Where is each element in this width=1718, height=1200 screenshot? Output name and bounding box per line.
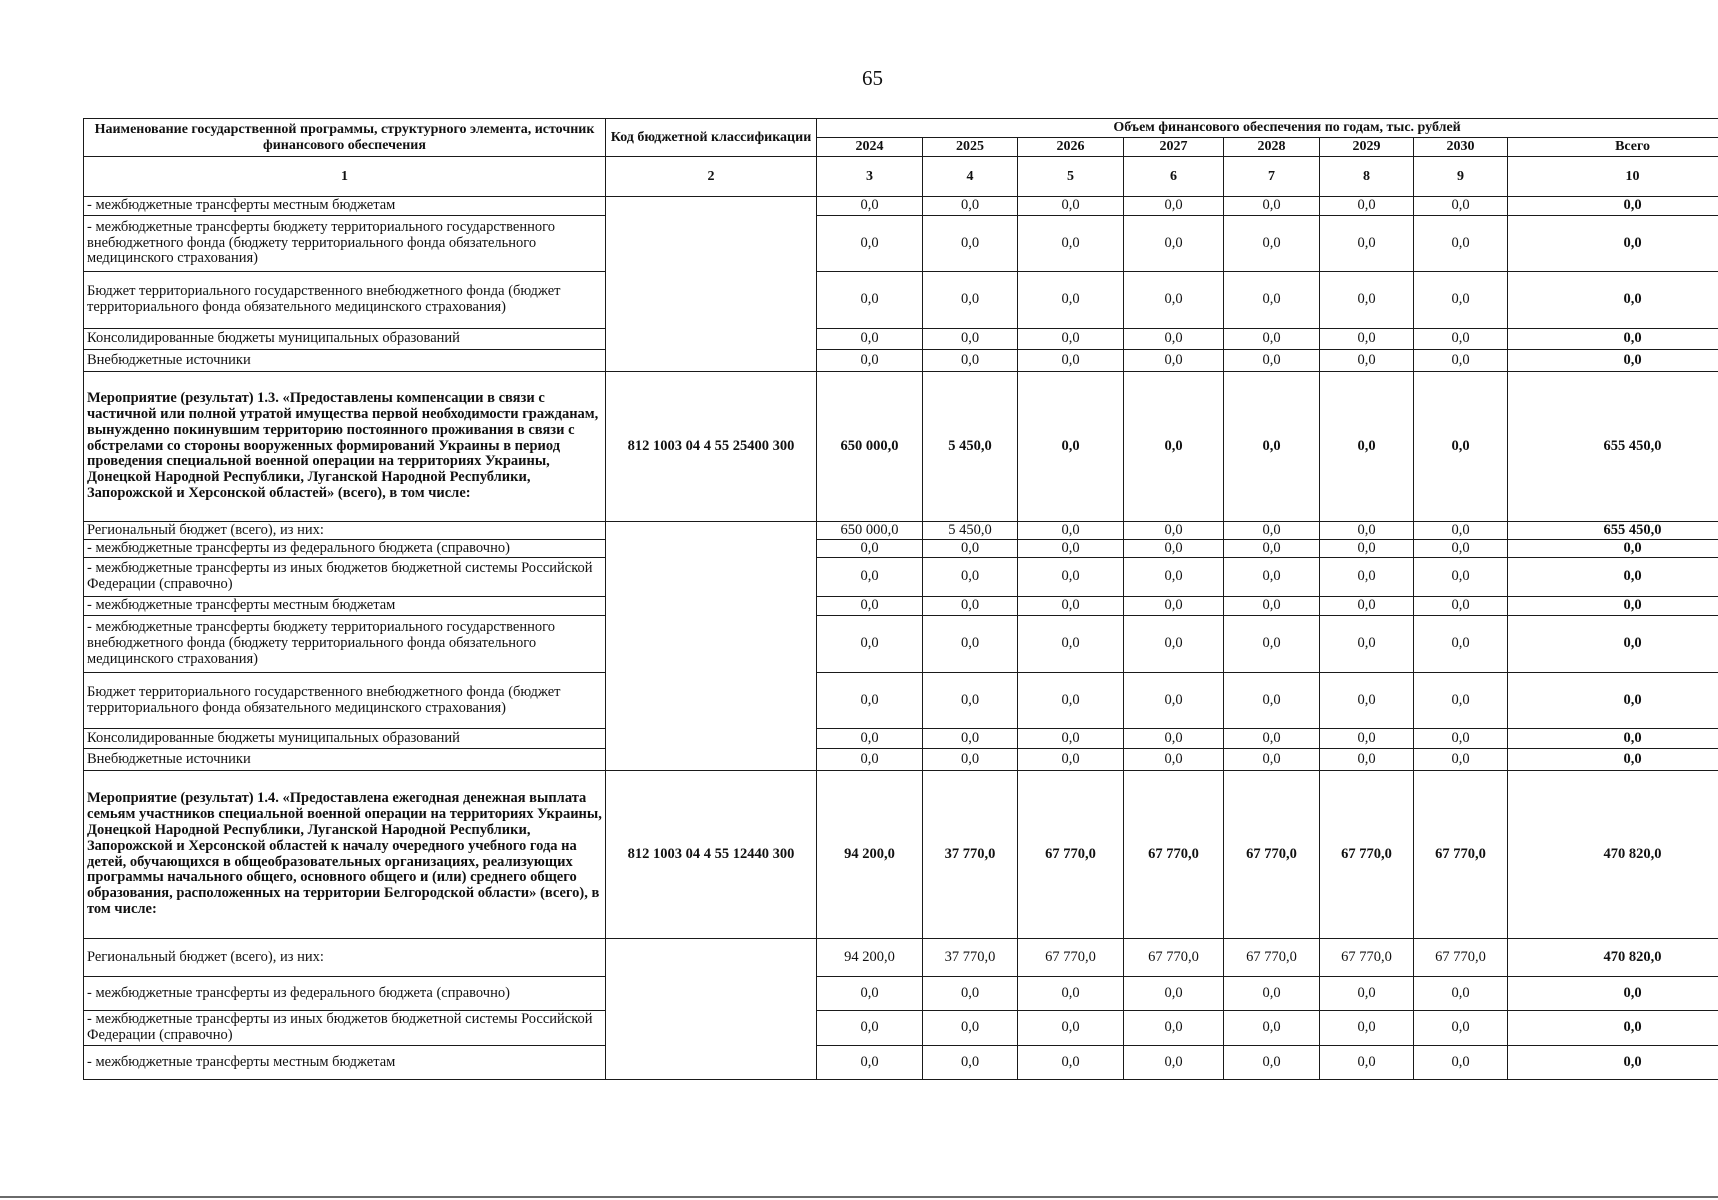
value-cell: 0,0 (1018, 673, 1124, 729)
value-cell: 0,0 (923, 272, 1018, 329)
budget-code: 812 1003 04 4 55 25400 300 (606, 372, 817, 522)
total-cell: 655 450,0 (1508, 372, 1718, 522)
row-code-empty (606, 197, 817, 372)
value-cell: 650 000,0 (817, 372, 923, 522)
value-cell: 0,0 (923, 1046, 1018, 1080)
value-cell: 0,0 (1320, 197, 1414, 216)
total-cell: 0,0 (1508, 597, 1718, 616)
value-cell: 0,0 (817, 729, 923, 749)
value-cell: 0,0 (923, 673, 1018, 729)
value-cell: 0,0 (1414, 1011, 1508, 1046)
total-cell: 0,0 (1508, 749, 1718, 771)
value-cell: 67 770,0 (1018, 939, 1124, 977)
value-cell: 0,0 (1018, 350, 1124, 372)
value-cell: 5 450,0 (923, 522, 1018, 540)
value-cell: 0,0 (1320, 1011, 1414, 1046)
total-cell: 655 450,0 (1508, 522, 1718, 540)
header-year: 2026 (1018, 138, 1124, 157)
total-cell: 0,0 (1508, 540, 1718, 558)
value-cell: 0,0 (1320, 329, 1414, 350)
value-cell: 94 200,0 (817, 939, 923, 977)
value-cell: 67 770,0 (1320, 771, 1414, 939)
value-cell: 0,0 (1320, 977, 1414, 1011)
row-name: - межбюджетные трансферты бюджету территориального государственного внебюджетного фонда (бюджету территориального фонда обязательного медицинского страхования) (84, 616, 606, 673)
value-cell: 0,0 (1224, 729, 1320, 749)
value-cell: 0,0 (1414, 216, 1508, 272)
column-number: 7 (1224, 157, 1320, 197)
value-cell: 0,0 (923, 977, 1018, 1011)
table-row (84, 673, 1718, 729)
row-name: - межбюджетные трансферты местным бюджетам (84, 197, 606, 216)
value-cell: 0,0 (817, 673, 923, 729)
value-cell: 0,0 (1414, 977, 1508, 1011)
value-cell: 0,0 (1414, 616, 1508, 673)
value-cell: 0,0 (1414, 272, 1508, 329)
value-cell: 0,0 (1018, 977, 1124, 1011)
header-year: 2024 (817, 138, 923, 157)
value-cell: 0,0 (923, 350, 1018, 372)
total-cell: 470 820,0 (1508, 939, 1718, 977)
table-row (84, 597, 1718, 616)
total-cell: 0,0 (1508, 197, 1718, 216)
value-cell: 67 770,0 (1124, 771, 1224, 939)
value-cell: 0,0 (923, 616, 1018, 673)
value-cell: 0,0 (817, 616, 923, 673)
value-cell: 0,0 (923, 329, 1018, 350)
row-name: - межбюджетные трансферты из иных бюджетов бюджетной системы Российской Федерации (справочно) (84, 558, 606, 597)
value-cell: 0,0 (817, 977, 923, 1011)
value-cell: 0,0 (1124, 272, 1224, 329)
value-cell: 67 770,0 (1224, 939, 1320, 977)
row-name: Бюджет территориального государственного внебюджетного фонда (бюджет территориального фонда обязательного медицинского страхования) (84, 272, 606, 329)
table-row (84, 329, 1718, 350)
total-cell: 0,0 (1508, 329, 1718, 350)
row-code-empty (606, 522, 817, 771)
value-cell: 0,0 (1018, 616, 1124, 673)
value-cell: 0,0 (1018, 272, 1124, 329)
value-cell: 0,0 (1124, 729, 1224, 749)
value-cell: 0,0 (1224, 1011, 1320, 1046)
value-cell: 0,0 (923, 1011, 1018, 1046)
value-cell: 0,0 (923, 540, 1018, 558)
row-name: - межбюджетные трансферты местным бюджетам (84, 1046, 606, 1080)
row-name: Региональный бюджет (всего), из них: (84, 939, 606, 977)
row-name: - межбюджетные трансферты из федерального бюджета (справочно) (84, 540, 606, 558)
header-year: 2025 (923, 138, 1018, 157)
finance-table (83, 118, 1718, 1080)
value-cell: 0,0 (1414, 558, 1508, 597)
row-name: Консолидированные бюджеты муниципальных образований (84, 329, 606, 350)
value-cell: 0,0 (1018, 558, 1124, 597)
table-row-measure (84, 771, 1718, 939)
row-name: - межбюджетные трансферты местным бюджетам (84, 597, 606, 616)
total-cell: 0,0 (1508, 729, 1718, 749)
value-cell: 0,0 (817, 1046, 923, 1080)
value-cell: 0,0 (1124, 597, 1224, 616)
value-cell: 0,0 (1224, 216, 1320, 272)
total-cell: 0,0 (1508, 673, 1718, 729)
value-cell: 0,0 (923, 597, 1018, 616)
value-cell: 67 770,0 (1124, 939, 1224, 977)
value-cell: 0,0 (1414, 329, 1508, 350)
value-cell: 0,0 (923, 558, 1018, 597)
table-row (84, 749, 1718, 771)
measure-name: Мероприятие (результат) 1.4. «Предоставлена ежегодная денежная выплата семьям участников специальной военной операции на территориях Украины, Донецкой Народной Республики, Луганской Народной Республики, Запорожской и Херсонской областей к началу очередного учебного года на детей, обучающихся в общеобразовательных организациях, реализующих программы начального общего, основного общего и (или) среднего общего образования, расположенных на территории Белгородской области» (всего), в том числе: (84, 771, 606, 939)
table-row (84, 350, 1718, 372)
value-cell: 0,0 (1018, 729, 1124, 749)
value-cell: 0,0 (1018, 1046, 1124, 1080)
value-cell: 0,0 (1414, 372, 1508, 522)
table-row (84, 522, 1718, 540)
value-cell: 0,0 (1018, 522, 1124, 540)
value-cell: 0,0 (1320, 597, 1414, 616)
value-cell: 67 770,0 (1224, 771, 1320, 939)
value-cell: 37 770,0 (923, 939, 1018, 977)
value-cell: 0,0 (1224, 616, 1320, 673)
total-cell: 470 820,0 (1508, 771, 1718, 939)
value-cell: 0,0 (817, 329, 923, 350)
value-cell: 0,0 (817, 197, 923, 216)
value-cell: 0,0 (1414, 540, 1508, 558)
value-cell: 0,0 (1320, 558, 1414, 597)
value-cell: 0,0 (1320, 522, 1414, 540)
column-number: 1 (84, 157, 606, 197)
total-cell: 0,0 (1508, 272, 1718, 329)
value-cell: 0,0 (817, 272, 923, 329)
row-name: Бюджет территориального государственного внебюджетного фонда (бюджет территориального фонда обязательного медицинского страхования) (84, 673, 606, 729)
value-cell: 0,0 (1018, 749, 1124, 771)
header-total: Всего (1508, 138, 1718, 157)
value-cell: 0,0 (1124, 329, 1224, 350)
table-row (84, 197, 1718, 216)
column-number: 4 (923, 157, 1018, 197)
value-cell: 0,0 (1124, 540, 1224, 558)
value-cell: 0,0 (1320, 616, 1414, 673)
total-cell: 0,0 (1508, 616, 1718, 673)
value-cell: 0,0 (1124, 558, 1224, 597)
column-number: 2 (606, 157, 817, 197)
total-cell: 0,0 (1508, 350, 1718, 372)
row-name: - межбюджетные трансферты бюджету территориального государственного внебюджетного фонда (бюджету территориального фонда обязательного медицинского страхования) (84, 216, 606, 272)
value-cell: 0,0 (1018, 1011, 1124, 1046)
header-year: 2029 (1320, 138, 1414, 157)
budget-code: 812 1003 04 4 55 12440 300 (606, 771, 817, 939)
value-cell: 0,0 (1224, 197, 1320, 216)
value-cell: 0,0 (1224, 1046, 1320, 1080)
value-cell: 0,0 (1320, 350, 1414, 372)
value-cell: 0,0 (1320, 272, 1414, 329)
table-row (84, 729, 1718, 749)
column-number: 3 (817, 157, 923, 197)
value-cell: 0,0 (1414, 749, 1508, 771)
header-year: 2028 (1224, 138, 1320, 157)
table-row (84, 272, 1718, 329)
value-cell: 94 200,0 (817, 771, 923, 939)
value-cell: 0,0 (923, 749, 1018, 771)
total-cell: 0,0 (1508, 1046, 1718, 1080)
value-cell: 0,0 (817, 540, 923, 558)
value-cell: 0,0 (1124, 977, 1224, 1011)
finance-table-wrapper (83, 118, 1718, 1080)
value-cell: 650 000,0 (817, 522, 923, 540)
value-cell: 0,0 (1124, 749, 1224, 771)
row-code-empty (606, 939, 817, 1080)
value-cell: 0,0 (1124, 616, 1224, 673)
value-cell: 67 770,0 (1414, 771, 1508, 939)
value-cell: 0,0 (1124, 372, 1224, 522)
value-cell: 0,0 (1124, 216, 1224, 272)
value-cell: 0,0 (1124, 197, 1224, 216)
value-cell: 0,0 (923, 729, 1018, 749)
total-cell: 0,0 (1508, 216, 1718, 272)
value-cell: 0,0 (817, 350, 923, 372)
value-cell: 0,0 (1224, 540, 1320, 558)
value-cell: 67 770,0 (1414, 939, 1508, 977)
value-cell: 0,0 (1224, 749, 1320, 771)
column-number: 9 (1414, 157, 1508, 197)
table-row (84, 1046, 1718, 1080)
value-cell: 67 770,0 (1018, 771, 1124, 939)
value-cell: 0,0 (1414, 522, 1508, 540)
value-cell: 0,0 (923, 216, 1018, 272)
value-cell: 0,0 (817, 216, 923, 272)
value-cell: 67 770,0 (1320, 939, 1414, 977)
column-number: 6 (1124, 157, 1224, 197)
row-name: Консолидированные бюджеты муниципальных образований (84, 729, 606, 749)
row-name: - межбюджетные трансферты из федерального бюджета (справочно) (84, 977, 606, 1011)
value-cell: 0,0 (1224, 597, 1320, 616)
row-name: - межбюджетные трансферты из иных бюджетов бюджетной системы Российской Федерации (справочно) (84, 1011, 606, 1046)
page-number: 65 (862, 66, 883, 90)
value-cell: 0,0 (817, 749, 923, 771)
row-name: Внебюджетные источники (84, 350, 606, 372)
value-cell: 0,0 (817, 597, 923, 616)
value-cell: 0,0 (1124, 522, 1224, 540)
header-year: 2030 (1414, 138, 1508, 157)
value-cell: 0,0 (1224, 977, 1320, 1011)
column-number: 8 (1320, 157, 1414, 197)
table-row (84, 939, 1718, 977)
value-cell: 0,0 (923, 197, 1018, 216)
value-cell: 0,0 (1018, 597, 1124, 616)
measure-name: Мероприятие (результат) 1.3. «Предоставлены компенсации в связи с частичной или полной утратой имущества первой необходимости гражданам, вынужденно покинувшим территорию постоянного проживания в связи с обстрелами со стороны вооруженных формирований Украины в период проведения специальной военной операции на территориях Украины, Донецкой Народной Республики, Луганской Народной Республики, Запорожской и Херсонской областей» (всего), в том числе: (84, 372, 606, 522)
value-cell: 0,0 (1124, 350, 1224, 372)
header-code-column: Код бюджетной классификации (606, 119, 817, 157)
value-cell: 0,0 (1320, 540, 1414, 558)
total-cell: 0,0 (1508, 977, 1718, 1011)
value-cell: 0,0 (1018, 372, 1124, 522)
value-cell: 0,0 (1414, 350, 1508, 372)
value-cell: 0,0 (1124, 673, 1224, 729)
column-number: 10 (1508, 157, 1718, 197)
scan-edge-line (0, 1196, 1718, 1198)
value-cell: 0,0 (1414, 597, 1508, 616)
table-row (84, 216, 1718, 272)
value-cell: 0,0 (1124, 1046, 1224, 1080)
value-cell: 0,0 (1224, 350, 1320, 372)
table-row (84, 616, 1718, 673)
table-row (84, 540, 1718, 558)
value-cell: 0,0 (1414, 197, 1508, 216)
value-cell: 0,0 (1224, 522, 1320, 540)
total-cell: 0,0 (1508, 558, 1718, 597)
value-cell: 0,0 (1320, 729, 1414, 749)
value-cell: 0,0 (1320, 372, 1414, 522)
value-cell: 0,0 (1018, 329, 1124, 350)
header-volume-group: Объем финансового обеспечения по годам, тыс. рублей (817, 119, 1718, 138)
value-cell: 0,0 (1320, 1046, 1414, 1080)
value-cell: 0,0 (1018, 540, 1124, 558)
value-cell: 0,0 (1224, 372, 1320, 522)
value-cell: 0,0 (817, 1011, 923, 1046)
table-row (84, 558, 1718, 597)
value-cell: 0,0 (817, 558, 923, 597)
table-row (84, 1011, 1718, 1046)
value-cell: 5 450,0 (923, 372, 1018, 522)
row-name: Региональный бюджет (всего), из них: (84, 522, 606, 540)
value-cell: 0,0 (1320, 216, 1414, 272)
value-cell: 0,0 (1414, 729, 1508, 749)
value-cell: 0,0 (1018, 216, 1124, 272)
value-cell: 0,0 (1320, 673, 1414, 729)
header-year: 2027 (1124, 138, 1224, 157)
value-cell: 0,0 (1414, 1046, 1508, 1080)
value-cell: 0,0 (1224, 558, 1320, 597)
value-cell: 0,0 (1224, 329, 1320, 350)
value-cell: 0,0 (1414, 673, 1508, 729)
value-cell: 0,0 (1224, 673, 1320, 729)
total-cell: 0,0 (1508, 1011, 1718, 1046)
row-name: Внебюджетные источники (84, 749, 606, 771)
value-cell: 0,0 (1224, 272, 1320, 329)
table-row (84, 977, 1718, 1011)
value-cell: 0,0 (1124, 1011, 1224, 1046)
header-name-column: Наименование государственной программы, структурного элемента, источник финансового обеспечения (84, 119, 606, 157)
column-number: 5 (1018, 157, 1124, 197)
value-cell: 0,0 (1320, 749, 1414, 771)
value-cell: 37 770,0 (923, 771, 1018, 939)
table-row-measure (84, 372, 1718, 522)
value-cell: 0,0 (1018, 197, 1124, 216)
